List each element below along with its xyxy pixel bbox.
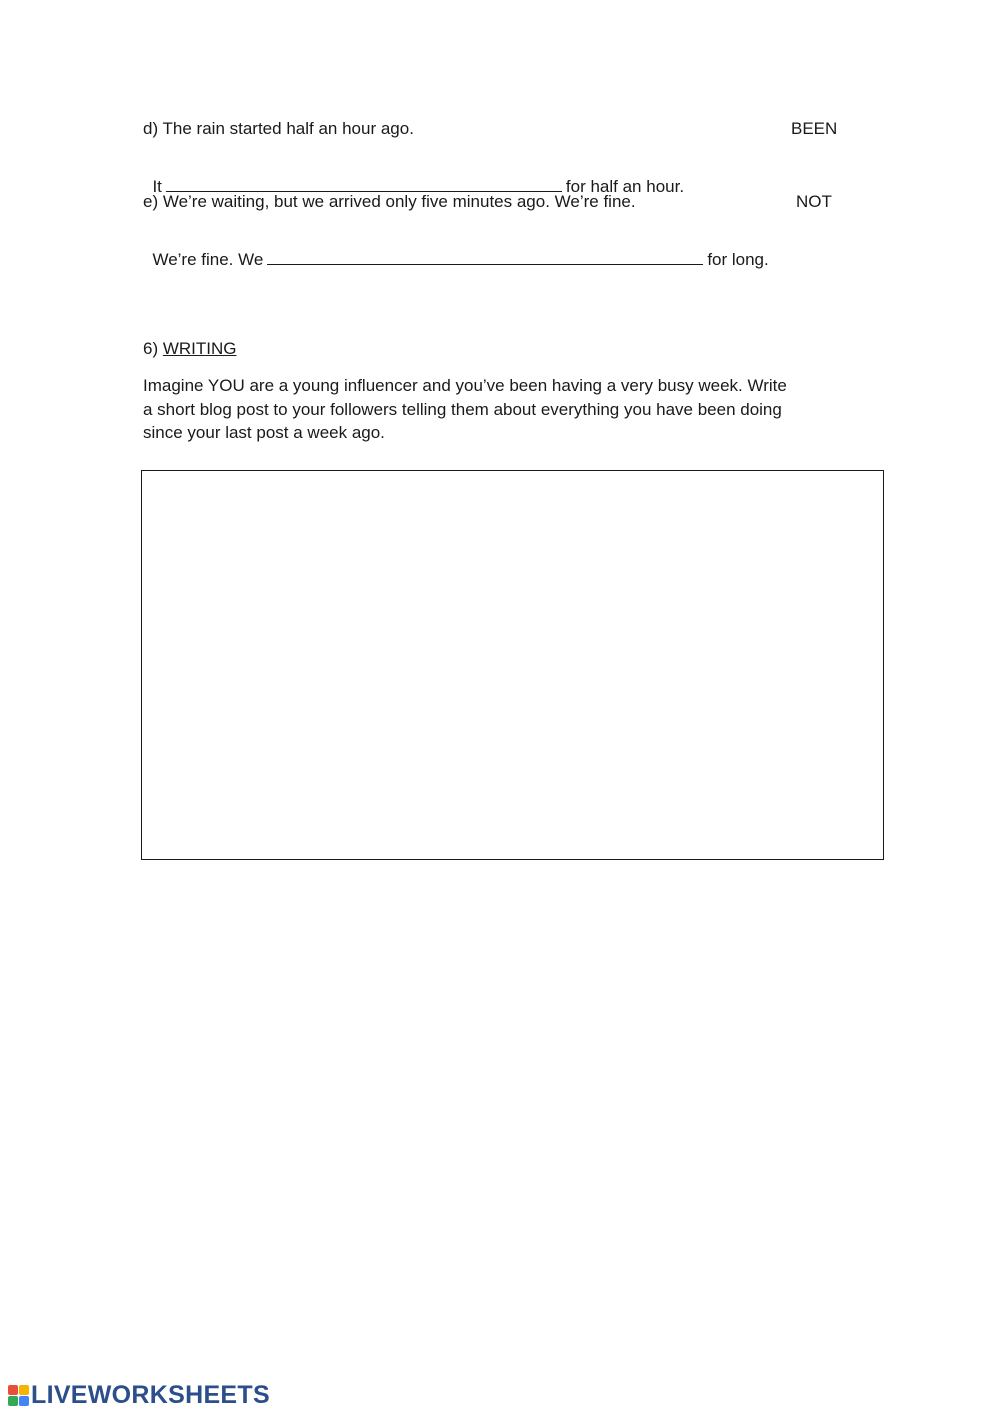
brand-tile-green — [8, 1396, 18, 1406]
exercise-d-answer-end: for half an hour. — [565, 177, 685, 196]
brand-tile-blue — [19, 1396, 29, 1406]
writing-prompt — [143, 374, 853, 445]
writing-prompt-line-3: since your last post a week ago. — [143, 423, 385, 442]
brand-tile-yellow — [19, 1385, 29, 1395]
writing-heading — [143, 339, 237, 359]
exercise-e-answer-line — [143, 228, 769, 270]
exercise-d-answer-line — [143, 155, 684, 197]
brand-tiles-icon — [8, 1385, 29, 1406]
writing-title: WRITING — [162, 339, 237, 358]
writing-answer-box[interactable] — [141, 470, 884, 860]
writing-prompt-line-1: Imagine YOU are a young influencer and you’ve been having a very busy week. Write — [143, 376, 787, 395]
exercise-e-answer-blank[interactable] — [267, 248, 703, 265]
writing-prompt-line-2: a short blog post to your followers telling them about everything you have been doing — [143, 399, 782, 419]
brand-logo — [8, 1382, 270, 1408]
exercise-e-keyword: NOT — [796, 192, 832, 211]
exercise-e-answer-start: We’re fine. We — [152, 250, 264, 269]
exercise-d-keyword: BEEN — [791, 119, 838, 138]
exercise-e-prompt: e) We’re waiting, but we arrived only five minutes ago. We’re fine. — [143, 192, 636, 211]
exercise-d-answer-start: It — [152, 177, 162, 196]
exercise-d-prompt: d) The rain started half an hour ago. — [143, 119, 414, 138]
brand-tile-red — [8, 1385, 18, 1395]
exercise-d-answer-blank[interactable] — [166, 175, 562, 192]
brand-name: LIVEWORKSHEETS — [31, 1380, 270, 1409]
exercise-e-answer-end: for long. — [707, 250, 769, 269]
writing-number: 6) — [143, 339, 159, 358]
